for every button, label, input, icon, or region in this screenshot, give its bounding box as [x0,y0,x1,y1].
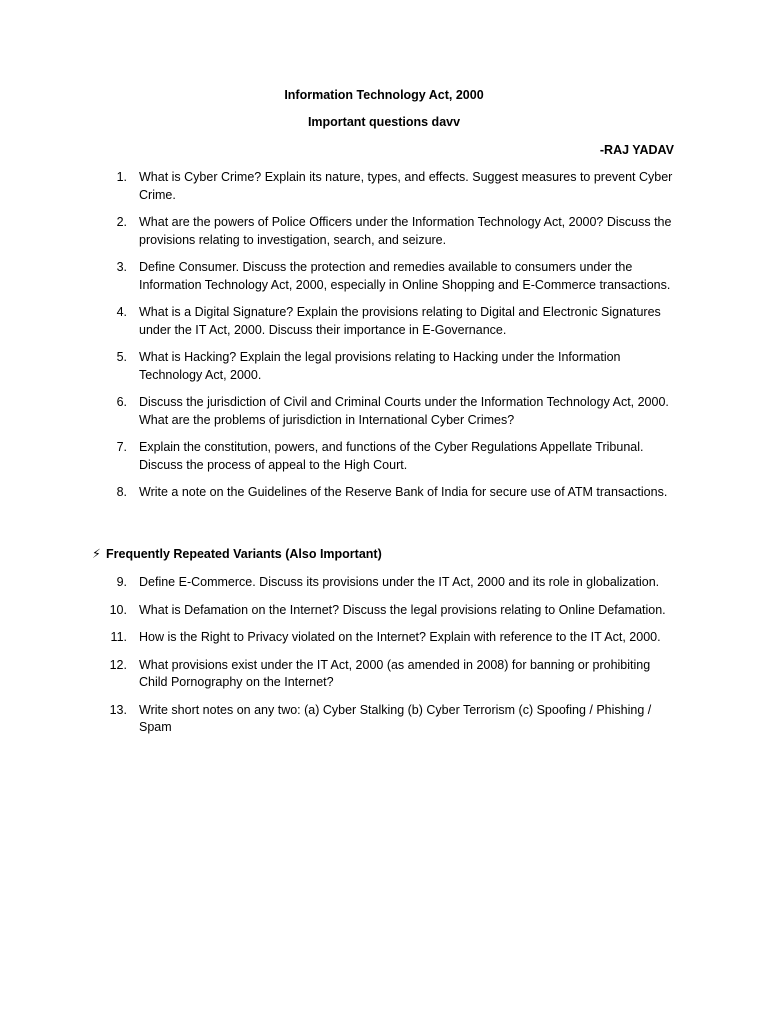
question-number: 1. [116,170,127,184]
question-number: 4. [116,305,127,319]
list-item [0,574,679,592]
question-number: 10. [109,602,127,617]
question-number: 3. [116,260,127,274]
question-text: Write a note on the Guidelines of the Reserve Bank of India for secure use of ATM transactions. [139,485,668,499]
question-number: 8. [116,485,127,499]
section-heading-text: Frequently Repeated Variants (Also Important) [106,547,382,561]
question-text: What is Defamation on the Internet? Discuss the legal provisions relating to Online Defamation. [139,602,666,617]
document-title: Information Technology Act, 2000 [284,88,484,102]
document-subtitle: Important questions davv [307,115,461,129]
list-item [0,169,679,204]
list-item [0,629,679,647]
question-text: What is a Digital Signature? Explain the provisions relating to Digital and Electronic Signatures under the IT Act, 2000. Discuss their importance in E-Governance. [139,305,661,337]
question-number: 7. [116,440,127,454]
author-name: -RAJ YADAV [599,143,674,157]
list-item [0,259,679,294]
list-item [0,602,679,620]
variants-question-list [0,574,768,747]
list-item [0,394,679,429]
list-item [0,304,679,339]
question-number: 13. [109,702,127,717]
question-text: How is the Right to Privacy violated on the Internet? Explain with reference to the IT Act, 2000. [139,630,661,644]
list-item [0,349,679,384]
question-number: 11. [110,630,127,644]
question-number: 5. [116,350,127,364]
lightning-icon: ⚡ [92,547,101,561]
list-item [0,657,679,692]
main-question-list [0,169,768,512]
question-text: What is Cyber Crime? Explain its nature, types, and effects. Suggest measures to prevent Cyber Crime. [139,170,673,202]
question-text: What is Hacking? Explain the legal provisions relating to Hacking under the Information Technology Act, 2000. [139,350,621,382]
question-text: Write short notes on any two: (a) Cyber Stalking (b) Cyber Terrorism (c) Spoofing / Phishing / Spam [139,702,652,734]
question-text: Define E-Commerce. Discuss its provisions under the IT Act, 2000 and its role in globalization. [139,575,660,589]
question-text: Define Consumer. Discuss the protection and remedies available to consumers under the Information Technology Act, 2000, especially in Online Shopping and E-Commerce transactions. [139,260,671,292]
question-number: 6. [116,395,127,409]
list-item [0,214,679,249]
list-item [0,484,679,502]
question-text: What provisions exist under the IT Act, 2000 (as amended in 2008) for banning or prohibiting Child Pornography on the Internet? [139,657,651,689]
question-number: 12. [109,657,127,672]
question-number: 9. [116,575,127,589]
question-text: Explain the constitution, powers, and functions of the Cyber Regulations Appellate Tribunal. Discuss the process of appeal to the High Court. [139,440,644,472]
question-text: What are the powers of Police Officers under the Information Technology Act, 2000? Discuss the provisions relating to investigation, search, and seizure. [139,215,672,247]
list-item [0,439,679,474]
question-number: 2. [116,215,127,229]
section-heading [92,546,382,563]
question-text: Discuss the jurisdiction of Civil and Criminal Courts under the Information Technology Act, 2000. What are the problems of jurisdiction in International Cyber Crimes? [139,395,669,427]
list-item [0,702,679,737]
